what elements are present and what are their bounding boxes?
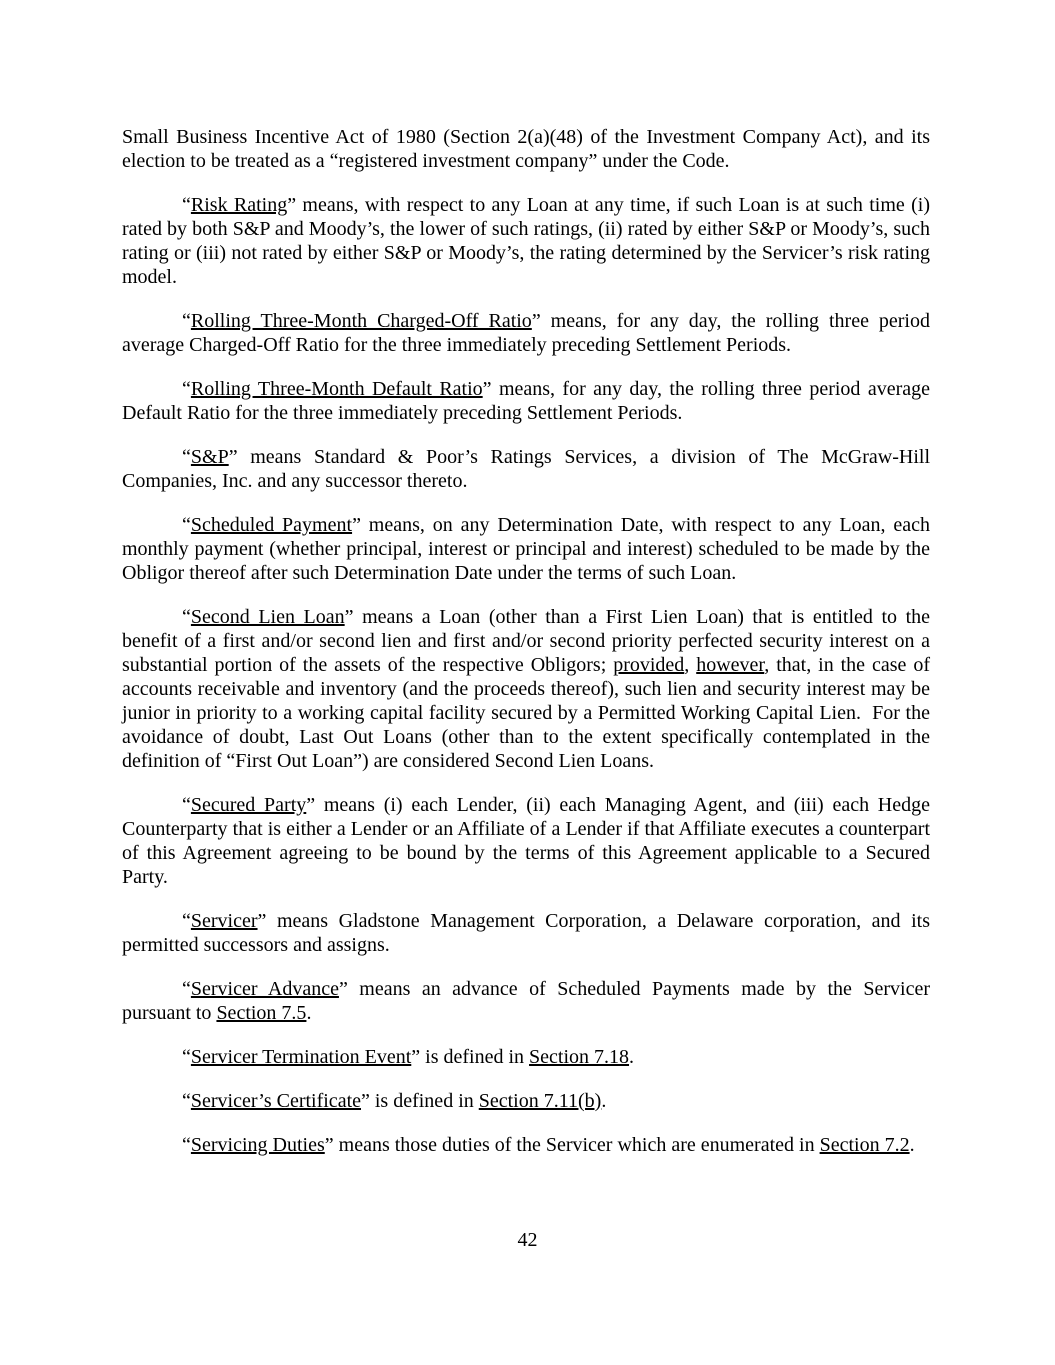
text-segment: ” means Gladstone Management Corporation, a Delaware corporation, and its permitted successors and assigns. — [122, 910, 930, 956]
text-segment: ” means (i) each Lender, (ii) each Managing Agent, and (iii) each Hedge Counterparty that is either a Lender or an Affiliate of a Lender if that Affiliate executes a counterpart of this Agreement agreeing to be bound by the terms of this Agreement applicable to a Secured Party. — [122, 794, 930, 888]
text-segment: “ — [182, 978, 191, 1000]
defined-term: Section 7.2 — [819, 1134, 910, 1156]
defined-term: Rolling Three-Month Charged-Off Ratio — [190, 310, 532, 332]
defined-term: provided — [613, 654, 685, 676]
paragraph — [122, 793, 930, 889]
defined-term: Servicer Advance — [190, 978, 339, 1000]
text-segment: “ — [182, 1134, 191, 1156]
text-segment: “ — [182, 910, 191, 932]
text-segment: ” means a Loan (other than a First Lien Loan) that is entitled to the benefit of a first and/or second lien and first and/or second priority perfected security interest on a substantial portion of the assets of the respective Obligors; — [122, 606, 931, 676]
text-segment: ” is defined in — [361, 1090, 479, 1112]
text-segment: “ — [182, 1046, 191, 1068]
defined-term: Servicing Duties — [190, 1134, 325, 1156]
text-segment: “ — [182, 310, 191, 332]
defined-term: Section 7.11(b) — [478, 1090, 602, 1112]
defined-term: Scheduled Payment — [190, 514, 353, 536]
paragraph — [122, 1133, 930, 1157]
defined-term: Servicer Termination Event — [190, 1046, 412, 1068]
page-number: 42 — [517, 1229, 538, 1251]
text-segment: Small Business Incentive Act of 1980 (Section 2(a)(48) of the Investment Company Act), and its election to be treated as a “registered investment company” under the Code. — [122, 126, 930, 172]
paragraph — [122, 977, 930, 1025]
text-segment: ” means Standard & Poor’s Ratings Services, a division of The McGraw-Hill Companies, Inc. and any successor thereto. — [122, 446, 930, 492]
text-segment: . — [629, 1046, 635, 1068]
defined-term: Servicer — [190, 910, 258, 932]
defined-term: Servicer’s Certificate — [190, 1090, 361, 1112]
text-segment: . — [601, 1090, 607, 1112]
text-segment: ” means, with respect to any Loan at any time, if such Loan is at such time (i) rated by both S&P and Moody’s, the lower of such ratings, (ii) rated by either S&P or Moody’s, such rating or (iii) not rated by either S&P or Moody’s, the rating determined by the Servicer’s risk rating model. — [122, 194, 930, 288]
defined-term: Section 7.18 — [529, 1046, 630, 1068]
text-segment: “ — [182, 794, 191, 816]
text-segment: . — [909, 1134, 915, 1156]
text-segment: , — [684, 654, 697, 676]
paragraph — [122, 309, 930, 357]
paragraph — [122, 605, 930, 773]
paragraph — [122, 513, 930, 585]
text-segment: ” means, for any day, the rolling three period average Default Ratio for the three immediately preceding Settlement Periods. — [122, 378, 930, 424]
paragraph — [122, 909, 930, 957]
text-segment: “ — [182, 378, 191, 400]
text-segment: ” means, on any Determination Date, with respect to any Loan, each monthly payment (whether principal, interest or principal and interest) scheduled to be made by the Obligor thereof after such Determination Date under the terms of such Loan. — [122, 514, 930, 584]
defined-term: Risk Rating — [190, 194, 288, 216]
text-segment: “ — [182, 606, 191, 628]
paragraph — [122, 377, 930, 425]
defined-term: Secured Party — [190, 794, 307, 816]
defined-term: Second Lien Loan — [190, 606, 345, 628]
paragraph — [122, 193, 930, 289]
text-segment: ” is defined in — [411, 1046, 530, 1068]
text-segment: ” means those duties of the Servicer which are enumerated in — [324, 1134, 820, 1156]
defined-term: Section 7.5 — [216, 1002, 307, 1024]
paragraph — [122, 445, 930, 493]
text-segment: “ — [182, 194, 191, 216]
defined-term: however — [696, 654, 765, 676]
text-segment: ” means, for any day, the rolling three period average Charged-Off Ratio for the three immediately preceding Settlement Periods. — [122, 310, 930, 356]
text-segment: “ — [182, 446, 191, 468]
defined-term: S&P — [190, 446, 229, 468]
text-segment: . — [306, 1002, 312, 1024]
text-segment: “ — [182, 514, 191, 536]
text-segment: , that, in the case of accounts receivable and inventory (and the proceeds thereof), such lien and security interest may be junior in priority to a working capital facility secured by a Permitted Working Capital Lien. For the avoidance of doubt, Last Out Loans (other than to the extent specifically contemplated in the definition of “First Out Loan”) are considered Second Lien Loans. — [122, 654, 930, 772]
text-segment: ” means an advance of Scheduled Payments made by the Servicer pursuant to — [122, 978, 930, 1024]
document-body — [122, 125, 930, 1177]
paragraph — [122, 1045, 930, 1069]
paragraph — [122, 1089, 930, 1113]
paragraph — [122, 125, 930, 173]
text-segment: “ — [182, 1090, 191, 1112]
defined-term: Rolling Three-Month Default Ratio — [190, 378, 483, 400]
